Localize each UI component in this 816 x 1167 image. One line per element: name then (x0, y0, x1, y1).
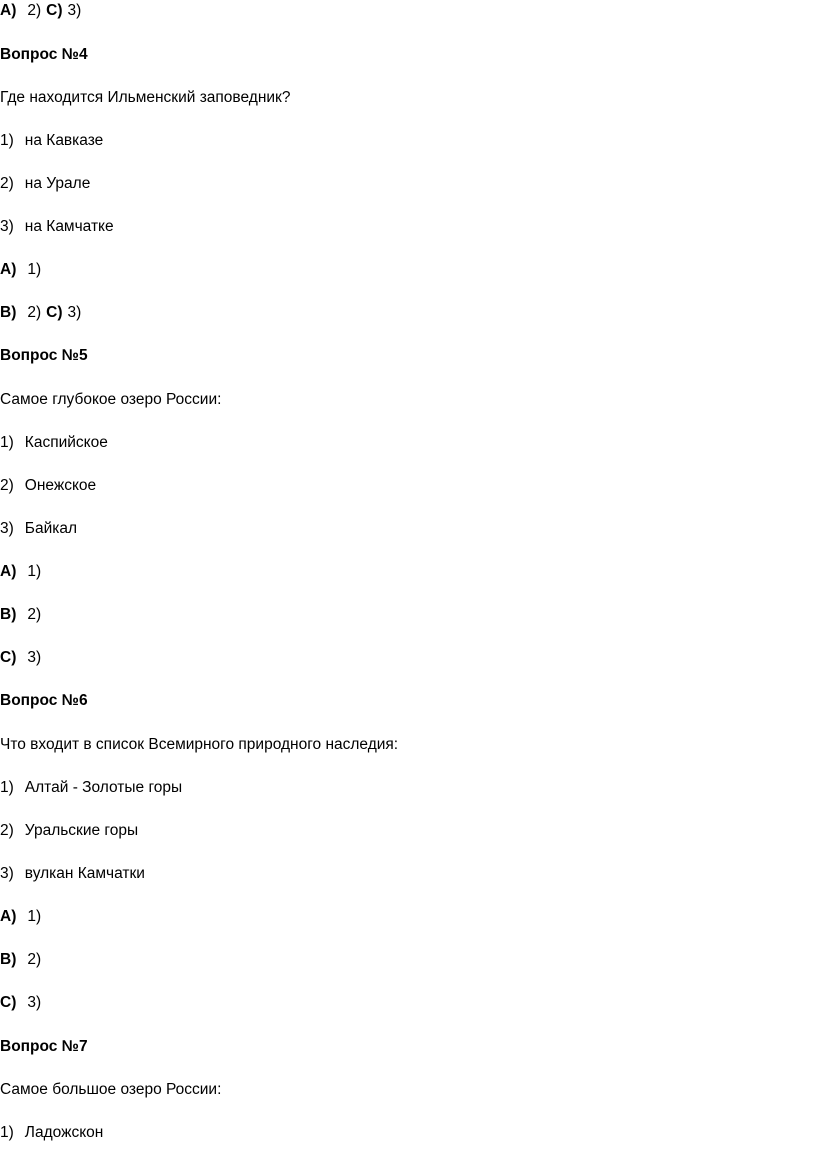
option-text: на Камчатке (24, 218, 114, 235)
option-text: Онежское (24, 477, 97, 494)
answer-value: 3) (67, 2, 82, 19)
option-item (0, 173, 90, 195)
answer-label: А) (0, 2, 17, 19)
answer-line (0, 0, 81, 22)
question-heading: Вопрос №4 (0, 46, 88, 63)
answer-label: С) (46, 2, 63, 19)
option-text: Байкал (24, 520, 78, 537)
answer-line (0, 906, 41, 928)
option-text: Алтай - Золотые горы (24, 779, 183, 796)
answer-label: С) (0, 649, 17, 666)
option-number: 1) (0, 779, 14, 796)
answer-label: С) (0, 994, 17, 1011)
option-item (0, 1122, 103, 1144)
answer-label: В) (0, 304, 17, 321)
answer-label: В) (0, 606, 17, 623)
option-text: вулкан Камчатки (24, 865, 145, 882)
option-text: Ладожскон (24, 1124, 104, 1141)
question-heading: Вопрос №7 (0, 1038, 88, 1055)
answer-line (0, 302, 81, 324)
option-number: 3) (0, 520, 14, 537)
answer-value: 2) (27, 606, 42, 623)
option-number: 3) (0, 218, 14, 235)
answer-line (0, 949, 41, 971)
question-text: Самое глубокое озеро России: (0, 391, 222, 408)
answer-value: 1) (27, 908, 42, 925)
question-text: Самое большое озеро России: (0, 1081, 222, 1098)
option-item (0, 130, 103, 152)
option-number: 3) (0, 865, 14, 882)
answer-value: 3) (27, 994, 42, 1011)
answer-value: 2) (27, 2, 42, 19)
answer-line (0, 992, 41, 1014)
option-number: 2) (0, 175, 14, 192)
answer-line (0, 647, 41, 669)
answer-line (0, 259, 41, 281)
option-number: 2) (0, 477, 14, 494)
answer-value: 2) (27, 951, 42, 968)
option-text: Каспийское (24, 434, 108, 451)
option-text: на Кавказе (24, 132, 104, 149)
answer-value: 3) (67, 304, 82, 321)
answer-label: А) (0, 261, 17, 278)
answer-label: С) (46, 304, 63, 321)
answer-line (0, 561, 41, 583)
option-item (0, 216, 114, 238)
option-text: на Урале (24, 175, 91, 192)
option-text: Уральские горы (24, 822, 139, 839)
answer-value: 2) (27, 304, 42, 321)
question-text: Где находится Ильменский заповедник? (0, 89, 291, 106)
option-item (0, 432, 108, 454)
option-number: 2) (0, 822, 14, 839)
option-number: 1) (0, 1124, 14, 1141)
answer-label: А) (0, 563, 17, 580)
question-text: Что входит в список Всемирного природного наследия: (0, 736, 399, 753)
question-heading: Вопрос №5 (0, 347, 88, 364)
option-item (0, 777, 182, 799)
option-number: 1) (0, 434, 14, 451)
answer-value: 1) (27, 261, 42, 278)
option-item (0, 475, 96, 497)
answer-label: А) (0, 908, 17, 925)
option-item (0, 863, 145, 885)
answer-line (0, 604, 41, 626)
question-heading: Вопрос №6 (0, 692, 88, 709)
option-item (0, 820, 138, 842)
option-item (0, 518, 77, 540)
option-number: 1) (0, 132, 14, 149)
answer-label: В) (0, 951, 17, 968)
answer-value: 1) (27, 563, 42, 580)
answer-value: 3) (27, 649, 42, 666)
